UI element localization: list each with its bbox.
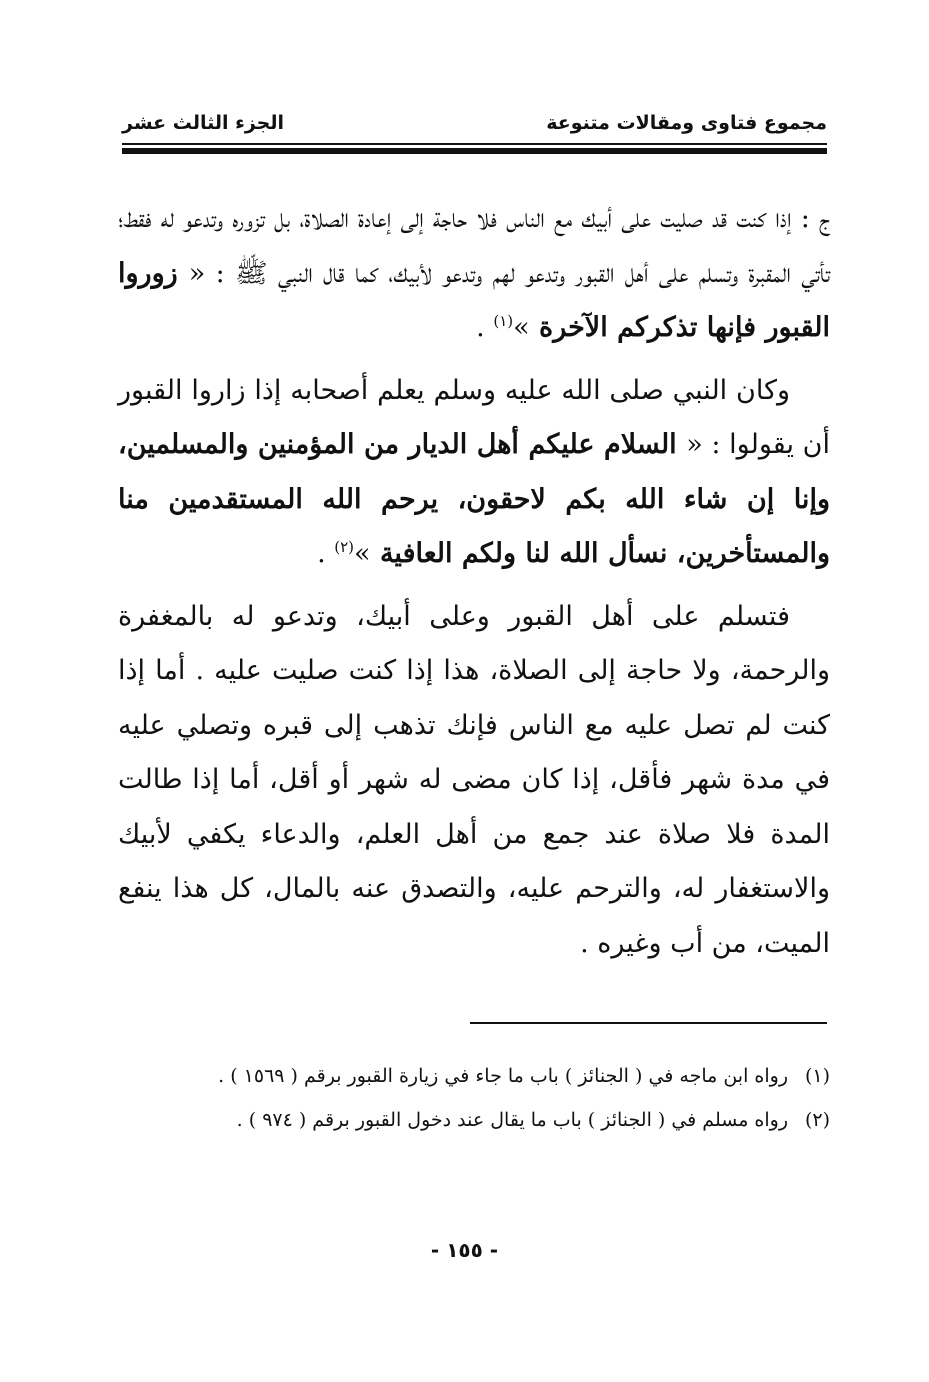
answer-end: . [476, 312, 494, 343]
footnote-text: رواه مسلم في ( الجنائز ) باب ما يقال عند دخول القبور برقم ( ٩٧٤ ) . [236, 1109, 788, 1131]
greeting-end: . [317, 538, 335, 569]
footnote-ref-2: (٢) [334, 538, 355, 556]
quote-close-1: » [513, 312, 530, 343]
hadith-quote-2: السلام عليكم أهل الديار من المؤمنين والمسلمين، وإنا إن شاء الله بكم لاحقون، يرحم الله المستقدمين منا والمستأخرين، نسأل الله لنا ولكم العافية [118, 429, 830, 569]
footnote-number: (١) [804, 1065, 830, 1087]
paragraph-greeting [118, 364, 830, 582]
footnote-2 [118, 1104, 830, 1137]
quote-close-2: » [354, 538, 371, 569]
footnote-separator [470, 1022, 827, 1024]
header-rule-thin [122, 143, 827, 145]
paragraph-conclusion: فتسلم على أهل القبور وعلى أبيك، وتدعو له بالمغفرة والرحمة، ولا حاجة إلى الصلاة، هذا إذا كنت صليت عليه . أما إذا كنت لم تصل عليه مع الناس فإنك تذهب إلى قبره وتصلي عليه في مدة شهر فأقل، إذا كان مضى له شهر أو أقل، أما إذا طالت المدة فلا صلاة عند جمع من أهل العلم، والدعاء يكفي لأبيك والاستغفار له، والترحم عليه، والتصدق عنه بالمال، كل هذا ينفع الميت، من أب وغيره . [118, 600, 830, 959]
volume-label: الجزء الثالث عشر [122, 112, 285, 134]
running-header [122, 112, 827, 142]
main-text [118, 192, 830, 979]
footnote-number: (٢) [804, 1109, 830, 1131]
footnotes [118, 1060, 830, 1148]
hadith-quote-1: زوروا القبور فإنها تذكركم الآخرة [118, 257, 830, 343]
page-number: - ١٥٥ - [430, 1238, 499, 1262]
footnote-1 [118, 1060, 830, 1093]
greeting-intro: وكان النبي صلى الله عليه وسلم يعلم أصحابه إذا زاروا القبور أن يقولوا : « [118, 374, 831, 460]
header-rule-thick [122, 148, 827, 154]
footnote-ref-1: (١) [493, 312, 514, 330]
answer-text: ج : إذا كنت قد صليت على أبيك مع الناس فلا حاجة إلى إعادة الصلاة، بل تزوره وتدعو له فقط؛ تأتي المقبرة وتسلم على أهل القبور وتدعو لهم وتدعو لأبيك، كما قال النبي ﷺ : « [118, 203, 830, 289]
paragraph-answer [118, 192, 830, 356]
footnote-text: رواه ابن ماجه في ( الجنائز ) باب ما جاء في زيارة القبور برقم ( ١٥٦٩ ) . [218, 1065, 788, 1087]
book-title: مجموع فتاوى ومقالات متنوعة [546, 112, 827, 134]
